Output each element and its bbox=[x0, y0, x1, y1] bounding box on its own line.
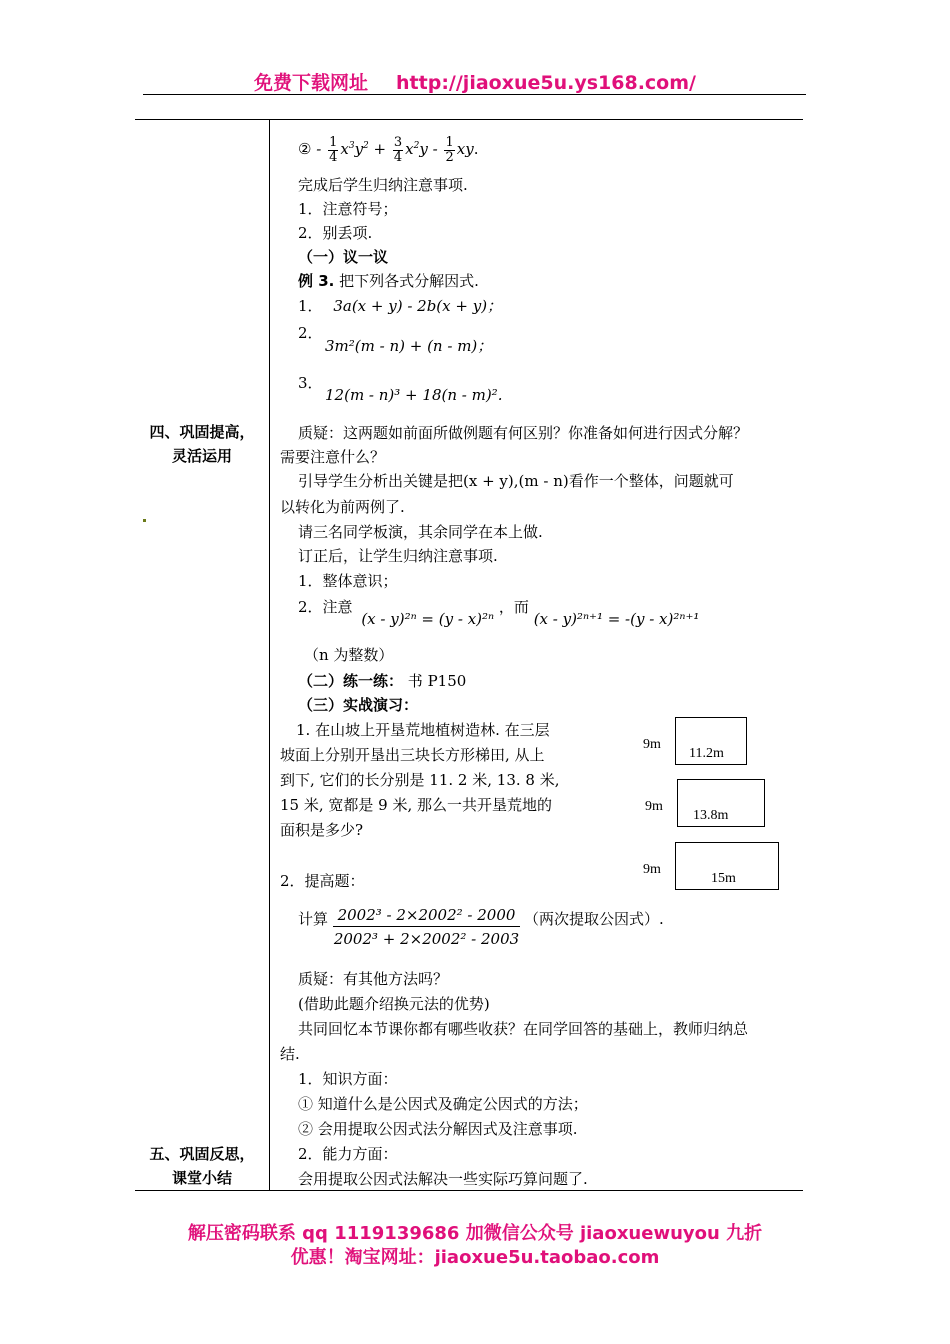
footer-line-2[interactable]: 优惠！淘宝网址：jiaoxue5u.taobao.com bbox=[290, 1247, 660, 1268]
guide-1b: 以转化为前两例了. bbox=[280, 498, 405, 516]
section-5-line1: 五、巩固反思， bbox=[149, 1145, 255, 1163]
problem-1c: 到下, 它们的长分别是 11. 2 米, 13. 8 米, bbox=[280, 771, 560, 789]
expression-2: ② - $\frac{1}{4}$ $x^3y^2$ + $\frac{3}{4}$ $x^2y$ - $\frac{1}{2}$ xy. bbox=[298, 134, 479, 165]
attention-prefix: 2．注意 bbox=[298, 598, 353, 616]
calc-denominator: 2002³ + 2×2002² - 2003 bbox=[333, 930, 520, 948]
section-5-title bbox=[135, 1142, 269, 1190]
drill-heading: （三）实战演习： bbox=[298, 696, 419, 714]
calc-note: （两次提取公因式）. bbox=[524, 910, 664, 928]
attention-mid: ，而 bbox=[498, 598, 529, 616]
note-2: 2．别丢项. bbox=[298, 224, 373, 242]
board-work: 请三名同学板演，其余同学在本上做. bbox=[298, 523, 543, 541]
item-1-num: 1． bbox=[298, 297, 323, 315]
problem-1b: 坡面上分别开垦出三块长方形梯田, 从上 bbox=[280, 746, 545, 764]
knowledge-1b: ② 会用提取公因式法分解因式及注意事项. bbox=[298, 1120, 578, 1138]
practice-line bbox=[298, 670, 466, 692]
section-5-line2: 课堂小结 bbox=[171, 1169, 232, 1187]
fig-width-1: 9m bbox=[643, 737, 661, 752]
fig-length-2: 13.8m bbox=[693, 808, 729, 823]
header-url[interactable]: http://jiaoxue5u.ys168.com/ bbox=[396, 72, 696, 94]
problem-2: 2．提高题： bbox=[280, 872, 365, 890]
stray-dot bbox=[143, 519, 146, 522]
calc-label: 计算 bbox=[298, 910, 329, 928]
header-rule bbox=[143, 94, 806, 95]
section-4-line1: 四、巩固提高， bbox=[149, 423, 255, 441]
header-label: 免费下载网址 bbox=[254, 72, 369, 94]
example-3-label: 例 3. bbox=[298, 272, 335, 290]
discuss-heading: （一）议一议 bbox=[298, 248, 389, 266]
ability-2a: 会用提取公因式法解决一些实际巧算问题了. bbox=[298, 1170, 588, 1188]
item-2-expr: 3m²(m - n) + (n - m)； bbox=[325, 337, 493, 355]
problem-1d: 15 米, 宽都是 9 米, 那么一共开垦荒地的 bbox=[280, 796, 553, 814]
item-2-num: 2． bbox=[298, 324, 323, 342]
item-3-expr: 12(m - n)³ + 18(n - m)². bbox=[325, 386, 503, 404]
attention-line bbox=[298, 596, 700, 628]
correct-note: 订正后，让学生归纳注意事项. bbox=[298, 547, 498, 565]
note-1: 1．注意符号； bbox=[298, 200, 398, 218]
fig-width-3: 9m bbox=[643, 862, 661, 877]
review-b: 结. bbox=[280, 1045, 300, 1063]
attention-expr-1: (x - y)²ⁿ = (y - x)²ⁿ bbox=[361, 610, 495, 628]
attention-expr-2: (x - y)²ⁿ⁺¹ = -(y - x)²ⁿ⁺¹ bbox=[533, 610, 700, 628]
section-4-line2: 灵活运用 bbox=[171, 447, 232, 465]
problem-1e: 面积是多少? bbox=[280, 821, 364, 839]
fig-length-1: 11.2m bbox=[689, 746, 724, 761]
practice-label: （二）练一练： bbox=[298, 672, 404, 690]
problem-1a: 1. 在山坡上开垦荒地植树造林. 在三层 bbox=[296, 721, 550, 739]
item-3-num: 3． bbox=[298, 374, 323, 392]
fig-length-3: 15m bbox=[711, 871, 736, 886]
question-2: 质疑：有其他方法吗？ bbox=[298, 970, 449, 988]
ability-2: 2．能力方面： bbox=[298, 1145, 398, 1163]
item-1 bbox=[298, 295, 502, 317]
section-column bbox=[135, 120, 270, 1191]
question-1: 质疑：这两题如前面所做例题有何区别？你准备如何进行因式分解？ bbox=[298, 424, 749, 442]
review-a: 共同回忆本节课你都有哪些收获？在同学回答的基础上，教师归纳总 bbox=[298, 1020, 749, 1038]
example-3-text: 把下列各式分解因式. bbox=[339, 272, 479, 290]
after-done: 完成后学生归纳注意事项. bbox=[298, 176, 468, 194]
practice-text: 书 P150 bbox=[407, 672, 467, 690]
question-1b: 需要注意什么？ bbox=[280, 448, 386, 466]
calc-numerator: 2002³ - 2×2002² - 2000 bbox=[333, 906, 520, 927]
guide-1a: 引导学生分析出关键是把(x + y),(m - n)看作一个整体，问题就可 bbox=[298, 472, 734, 490]
example-3 bbox=[298, 270, 479, 292]
footer-line-1: 解压密码联系 qq 1119139686 加微信公众号 jiaoxuewuyou 九折 bbox=[187, 1223, 763, 1244]
page-header bbox=[0, 68, 950, 95]
calc-fraction bbox=[333, 906, 520, 948]
n-integer: （n 为整数） bbox=[304, 646, 394, 664]
question-2b: (借助此题介绍换元法的优势) bbox=[298, 995, 490, 1013]
circle-2-label: ② bbox=[298, 140, 312, 158]
knowledge-1a: ① 知道什么是公因式及确定公因式的方法； bbox=[298, 1095, 588, 1113]
section-4-title bbox=[135, 420, 269, 468]
whole-idea: 1．整体意识； bbox=[298, 572, 398, 590]
knowledge-1: 1．知识方面： bbox=[298, 1070, 398, 1088]
item-1-expr: 3a(x + y) - 2b(x + y)； bbox=[333, 297, 503, 315]
fig-width-2: 9m bbox=[645, 799, 663, 814]
